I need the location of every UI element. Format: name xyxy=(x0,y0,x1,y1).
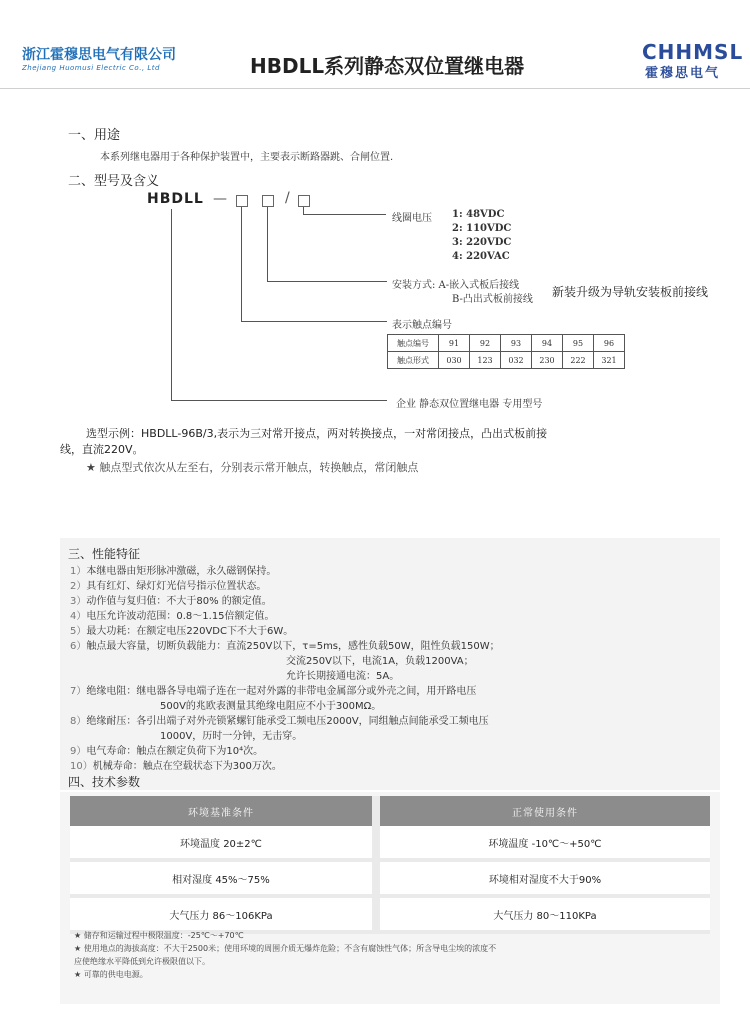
column-separator xyxy=(372,860,380,896)
column-header: 环境基准条件 xyxy=(70,796,372,826)
install-method-b: B-凸出式板前接线 xyxy=(452,294,533,305)
contact-table xyxy=(387,334,625,369)
table-cell: 032 xyxy=(501,352,532,369)
table-cell: 环境温度 -10℃～+50℃ xyxy=(380,826,710,860)
coil-connector-h xyxy=(303,214,386,215)
perf-item: 2）具有红灯、绿灯灯光信号指示位置状态。 xyxy=(70,581,267,592)
table-row xyxy=(70,896,710,932)
column-separator xyxy=(372,826,380,860)
install-method-a: 安装方式: A-嵌入式板后接线 xyxy=(392,280,520,291)
section1-heading: 一、用途 xyxy=(68,128,121,143)
contact-connector-v xyxy=(241,207,242,321)
table-row xyxy=(70,826,710,860)
code-box-coil xyxy=(298,195,310,207)
table-cell: 222 xyxy=(563,352,594,369)
model-dash: — xyxy=(213,191,227,207)
contact-type-note: ★ 触点型式依次从左至右，分别表示常开触点，转换触点，常闭触点 xyxy=(86,461,419,474)
coil-option: 1: 48VDC xyxy=(452,209,505,220)
enterprise-label: 企业 静态双位置继电器 专用型号 xyxy=(396,399,543,410)
table-cell: 触点编号 xyxy=(388,335,439,352)
perf-item: 9）电气寿命：触点在额定负荷下为10⁴次。 xyxy=(70,746,264,757)
code-box-install xyxy=(262,195,274,207)
perf-item: 8）绝缘耐压：各引出端子对外壳锁紧螺钉能承受工频电压2000V，同组触点间能承受工频电压 xyxy=(70,716,489,727)
perf-item: 1）本继电器由矩形脉冲激磁，永久磁钢保持。 xyxy=(70,566,277,577)
perf-item-cont: 允许长期接通电流：5A。 xyxy=(286,671,400,682)
company-name: 浙江霍穆思电气有限公司 xyxy=(22,47,176,63)
table-cell: 94 xyxy=(532,335,563,352)
tech-note: ★ 可靠的供电电源。 xyxy=(74,970,148,979)
perf-item: 10）机械寿命：触点在空载状态下为300万次。 xyxy=(70,761,282,772)
table-cell: 321 xyxy=(594,352,625,369)
coil-option: 2: 110VDC xyxy=(452,223,512,234)
column-separator xyxy=(372,896,380,932)
table-cell: 环境温度 20±2℃ xyxy=(70,826,372,860)
enterprise-connector-v xyxy=(171,209,172,400)
brand-logo-cn: 霍穆思电气 xyxy=(645,66,721,81)
table-cell: 230 xyxy=(532,352,563,369)
table-cell: 大气压力 80～110KPa xyxy=(380,896,710,932)
perf-item-cont: 1000V，历时一分钟，无击穿。 xyxy=(160,731,303,742)
table-cell: 95 xyxy=(563,335,594,352)
company-name-en: Zhejiang Huomusi Electric Co., Ltd xyxy=(22,64,160,72)
model-code: HBDLL xyxy=(147,191,204,207)
table-cell: 92 xyxy=(470,335,501,352)
header-divider xyxy=(0,88,750,89)
table-cell: 大气压力 86～106KPa xyxy=(70,896,372,932)
perf-item: 7）绝缘电阻：继电器各导电端子连在一起对外露的非带电金属部分或外壳之间，用开路电压 xyxy=(70,686,477,697)
perf-item: 4）电压允许波动范围：0.8～1.15倍额定值。 xyxy=(70,611,275,622)
contact-number-label: 表示触点编号 xyxy=(392,320,452,331)
tech-params-table xyxy=(70,796,710,934)
enterprise-connector-h xyxy=(171,400,387,401)
coil-voltage-label: 线圈电压 xyxy=(392,213,432,224)
table-header-row xyxy=(70,796,710,826)
coil-connector-v xyxy=(303,207,304,214)
column-header: 正常使用条件 xyxy=(380,796,710,826)
table-cell: 030 xyxy=(439,352,470,369)
perf-item: 6）触点最大容量，切断负载能力：直流250V以下，τ=5ms，感性负载50W，阻性负载150W； xyxy=(70,641,500,652)
table-cell: 触点形式 xyxy=(388,352,439,369)
table-row xyxy=(388,335,625,352)
perf-item-cont: 500V的兆欧表测量其绝缘电阻应不小于300MΩ。 xyxy=(160,701,382,712)
perf-item: 3）动作值与复归值：不大于80% 的额定值。 xyxy=(70,596,272,607)
model-slash: / xyxy=(285,190,290,206)
table-cell: 91 xyxy=(439,335,470,352)
document-title: HBDLL系列静态双位置继电器 xyxy=(250,54,525,78)
install-connector-h xyxy=(267,281,387,282)
example-line-1: 选型示例：HBDLL-96B/3,表示为三对常开接点，两对转换接点，一对常闭接点，凸出式板前接 xyxy=(86,427,548,440)
example-line-2: 线，直流220V。 xyxy=(60,443,144,456)
coil-option: 4: 220VAC xyxy=(452,251,510,262)
table-cell: 123 xyxy=(470,352,501,369)
section4-heading: 四、技术参数 xyxy=(68,775,141,789)
tech-note: ★ 使用地点的海拔高度：不大于2500米；使用环境的周围介质无爆炸危险；不含有腐蚀性气体；所含导电尘埃的浓度不 xyxy=(74,944,497,953)
perf-item-cont: 交流250V以下，电流1A，负载1200VA； xyxy=(286,656,474,667)
table-cell: 环境相对湿度不大于90% xyxy=(380,860,710,896)
table-cell: 相对湿度 45%～75% xyxy=(70,860,372,896)
section1-text: 本系列继电器用于各种保护装置中，主要表示断路器跳、合闸位置. xyxy=(100,152,394,163)
perf-item: 5）最大功耗：在额定电压220VDC下不大于6W。 xyxy=(70,626,294,637)
column-separator xyxy=(372,796,380,826)
table-cell: 93 xyxy=(501,335,532,352)
code-box-contact xyxy=(236,195,248,207)
contact-connector-h xyxy=(241,321,387,322)
table-row xyxy=(388,352,625,369)
install-connector-v xyxy=(267,207,268,281)
section3-heading: 三、性能特征 xyxy=(68,547,141,561)
brand-logo-text: CHHMSL xyxy=(642,40,744,64)
section2-heading: 二、型号及含义 xyxy=(68,174,160,189)
coil-option: 3: 220VDC xyxy=(452,237,512,248)
tech-note: 应使绝缘水平降低到允许极限值以下。 xyxy=(74,957,210,966)
table-cell: 96 xyxy=(594,335,625,352)
table-row xyxy=(70,860,710,896)
tech-note: ★ 储存和运输过程中极限温度：-25℃～+70℃ xyxy=(74,931,244,940)
upgrade-note: 新装升级为导轨安装板前接线 xyxy=(552,285,709,299)
